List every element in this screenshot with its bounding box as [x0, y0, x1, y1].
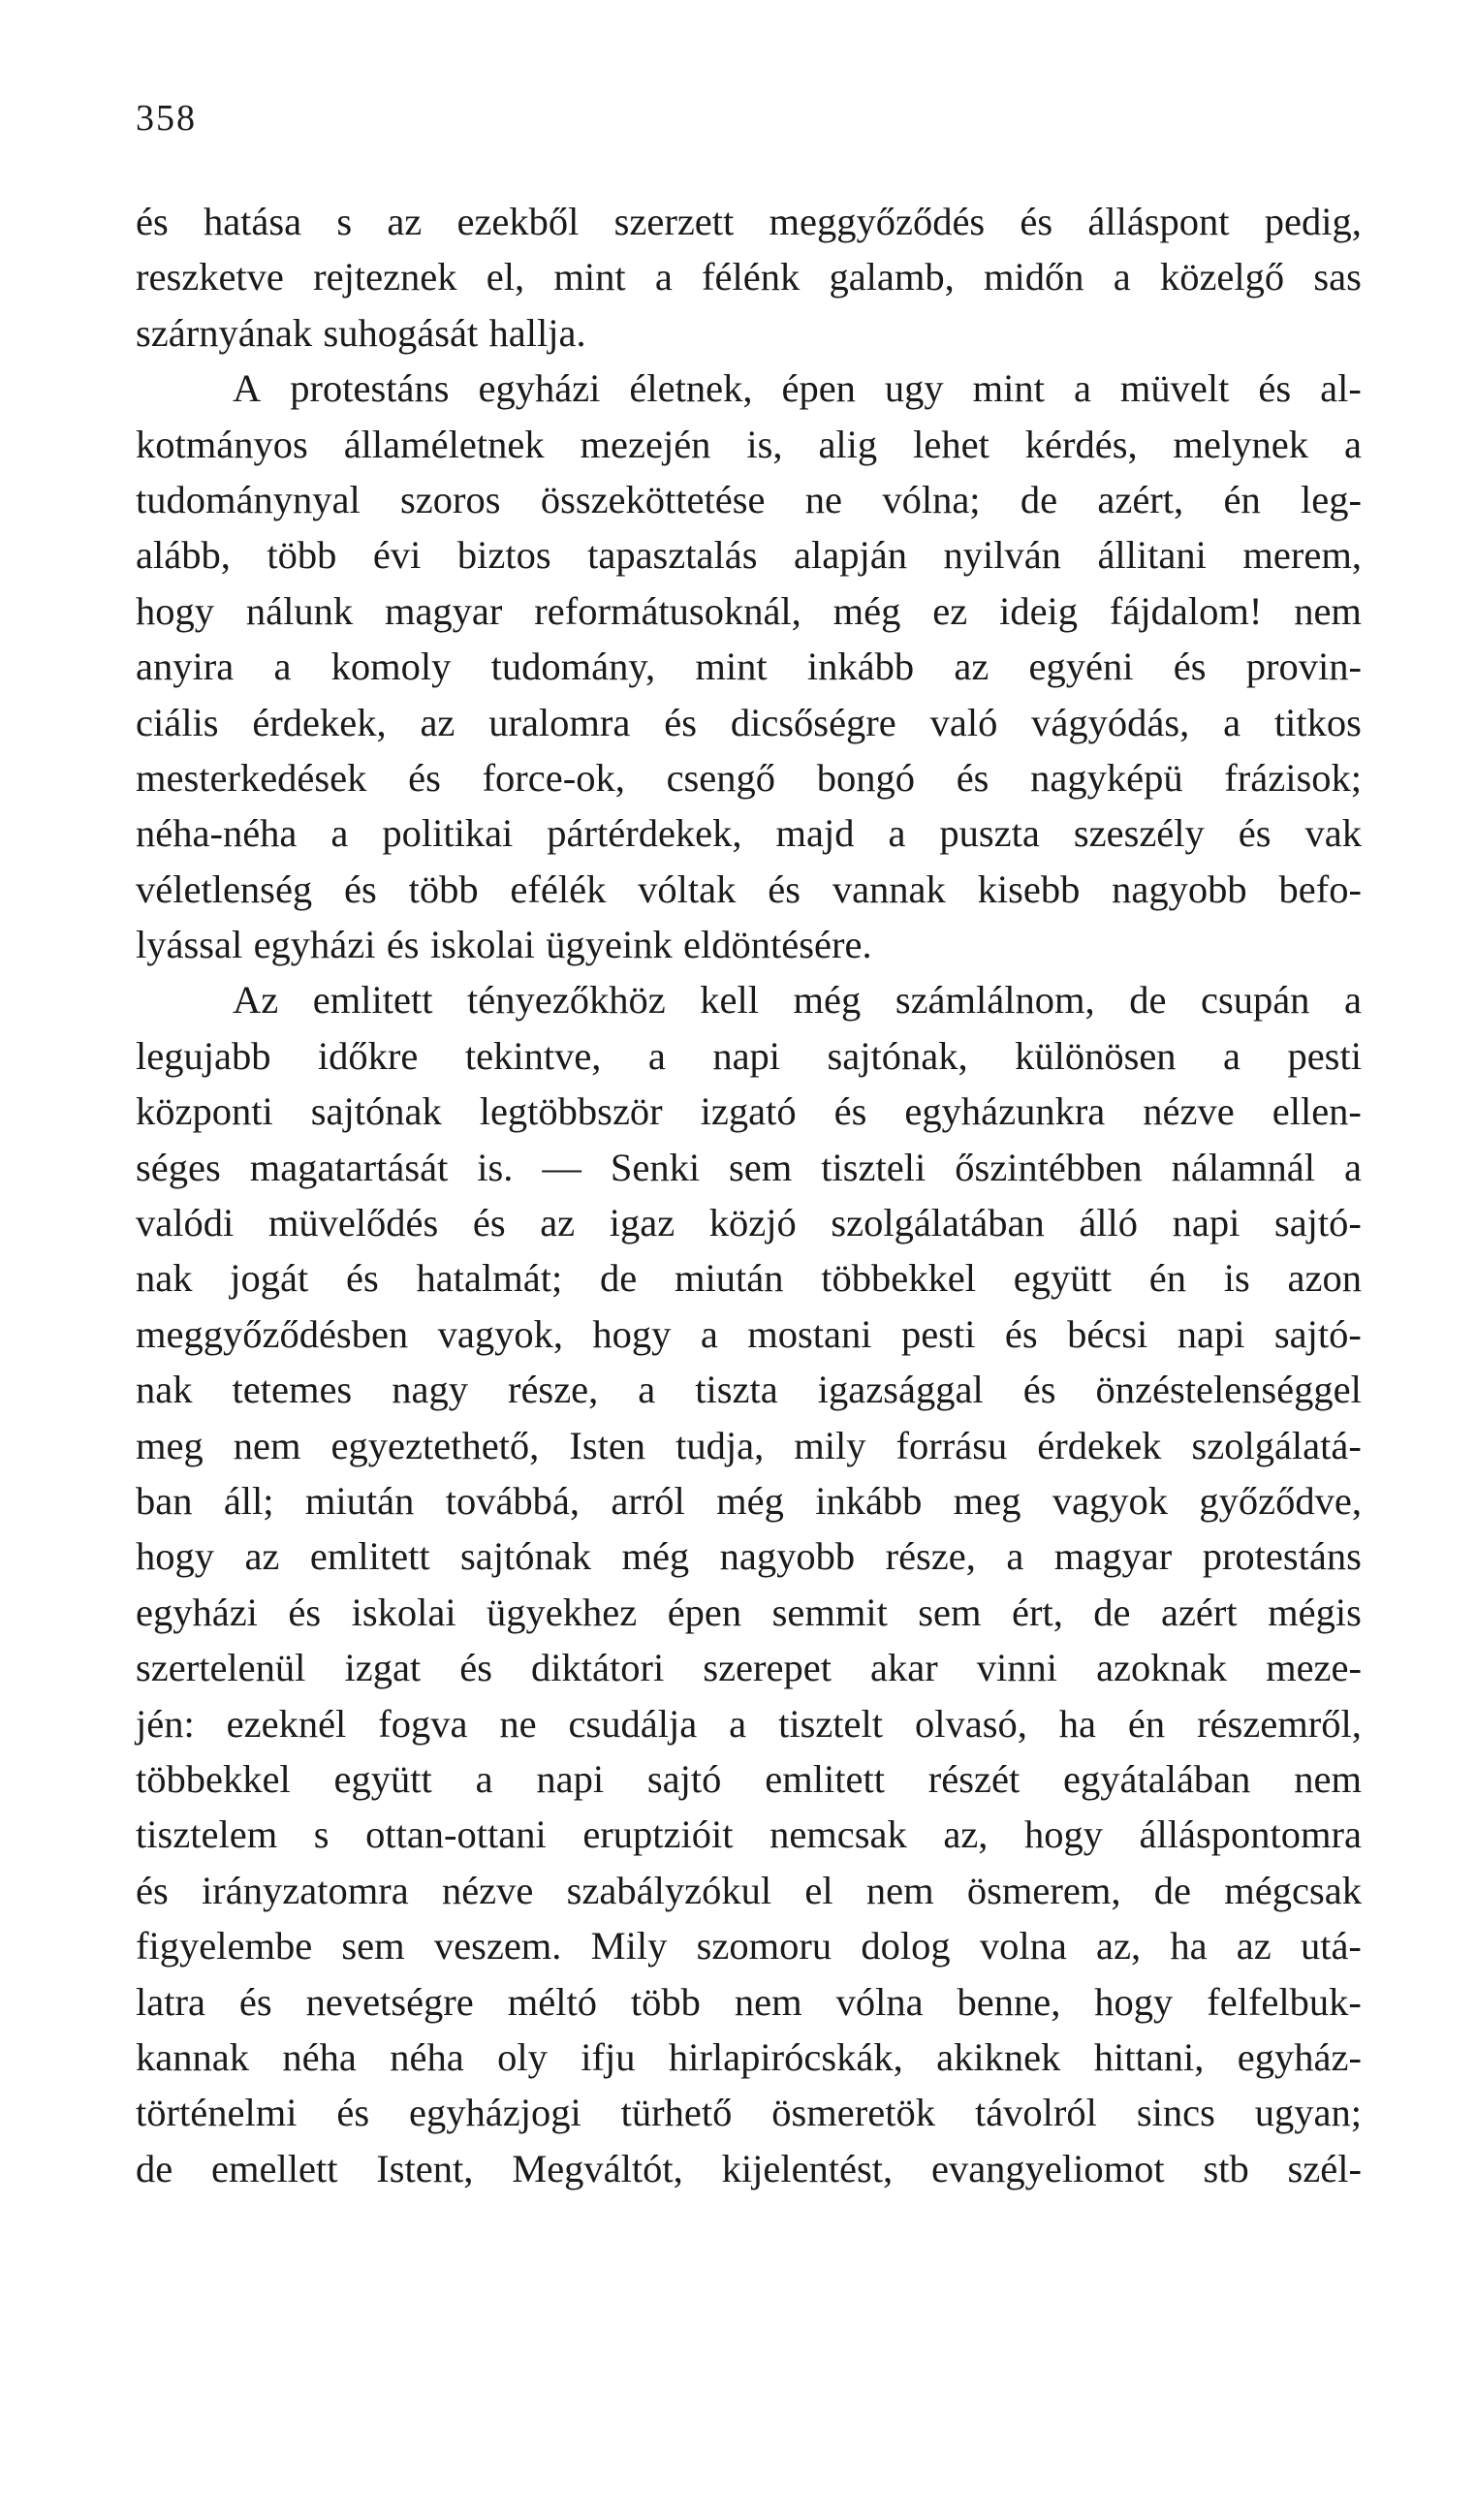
- text-line: reszketve rejteznek el, mint a félénk galamb, midőn a közelgő sas: [136, 255, 1362, 299]
- text-line: ciális érdekek, az uralomra és dicsőségre való vágyódás, a titkos: [136, 700, 1362, 744]
- text-line: lyással egyházi és iskolai ügyeink eldöntésére.: [136, 923, 872, 967]
- text-line: kotmányos államéletnek mezején is, alig lehet kérdés, melynek a: [136, 422, 1362, 466]
- text-line: meggyőződésben vagyok, hogy a mostani pesti és bécsi napi sajtó-: [136, 1311, 1362, 1356]
- text-line: és irányzatomra nézve szabályzókul el nem ösmerem, de mégcsak: [136, 1868, 1362, 1912]
- text-line: alább, több évi biztos tapasztalás alapján nyilván állitani merem,: [136, 533, 1362, 578]
- text-line: szertelenül izgat és diktátori szerepet akar vinni azoknak meze-: [136, 1646, 1362, 1690]
- text-line: legujabb időkre tekintve, a napi sajtónak, különösen a pesti: [136, 1033, 1362, 1078]
- text-line: jén: ezeknél fogva ne csudálja a tisztelt olvasó, ha én részemről,: [136, 1701, 1362, 1746]
- text-line: A protestáns egyházi életnek, épen ugy mint a müvelt és al-: [233, 366, 1362, 411]
- text-line: véletlenség és több efélék vóltak és vannak kisebb nagyobb befo-: [136, 866, 1362, 911]
- page-number: 358: [136, 98, 197, 139]
- text-line: ban áll; miután továbbá, arról még inkább meg vagyok győződve,: [136, 1478, 1362, 1523]
- text-line: egyházi és iskolai ügyekhez épen semmit sem ért, de azért mégis: [136, 1590, 1362, 1634]
- text-line: nak tetemes nagy része, a tiszta igazsággal és önzéstelenséggel: [136, 1368, 1362, 1412]
- text-line: hogy nálunk magyar reformátusoknál, még ez ideig fájdalom! nem: [136, 588, 1362, 633]
- text-line: történelmi és egyházjogi türhető ösmeretök távolról sincs ugyan;: [136, 2091, 1362, 2135]
- text-line: latra és nevetségre méltó több nem vólna benne, hogy felfelbuk-: [136, 1979, 1362, 2024]
- text-line: de emellett Istent, Megváltót, kijelentést, evangyeliomot stb szél-: [136, 2146, 1362, 2190]
- text-line: szárnyának suhogását hallja.: [136, 310, 586, 355]
- text-line: mesterkedések és force-ok, csengő bongó és nagyképü frázisok;: [136, 755, 1362, 800]
- text-line: figyelembe sem veszem. Mily szomoru dolog volna az, ha az utá-: [136, 1924, 1362, 1969]
- text-line: és hatása s az ezekből szerzett meggyőződés és álláspont pedig,: [136, 200, 1362, 243]
- text-line: kannak néha néha oly ifju hirlapirócskák, akiknek hittani, egyház-: [136, 2034, 1362, 2079]
- body-text: [136, 194, 1362, 2196]
- text-line: meg nem egyeztethető, Isten tudja, mily forrásu érdekek szolgálatá-: [136, 1423, 1362, 1467]
- text-line: Az emlitett tényezőkhöz kell még számlálnom, de csupán a: [233, 978, 1362, 1023]
- text-line: valódi müvelődés és az igaz közjó szolgálatában álló napi sajtó-: [136, 1201, 1362, 1245]
- text-line: többekkel együtt a napi sajtó emlitett részét egyátalában nem: [136, 1756, 1362, 1801]
- text-line: hogy az emlitett sajtónak még nagyobb része, a magyar protestáns: [136, 1534, 1362, 1579]
- text-line: központi sajtónak legtöbbször izgató és egyházunkra nézve ellen-: [136, 1089, 1362, 1134]
- text-line: néha-néha a politikai pártérdekek, majd a puszta szeszély és vak: [136, 811, 1362, 856]
- text-line: anyira a komoly tudomány, mint inkább az egyéni és provin-: [136, 645, 1362, 689]
- text-line: nak jogát és hatalmát; de miután többekkel együtt én is azon: [136, 1256, 1362, 1301]
- text-line: séges magatartását is. — Senki sem tiszteli őszintébben nálamnál a: [136, 1145, 1362, 1189]
- text-line: tisztelem s ottan-ottani eruptzióit nemcsak az, hogy álláspontomra: [136, 1812, 1362, 1857]
- text-line: tudománynyal szoros összeköttetése ne vólna; de azért, én leg-: [136, 477, 1362, 521]
